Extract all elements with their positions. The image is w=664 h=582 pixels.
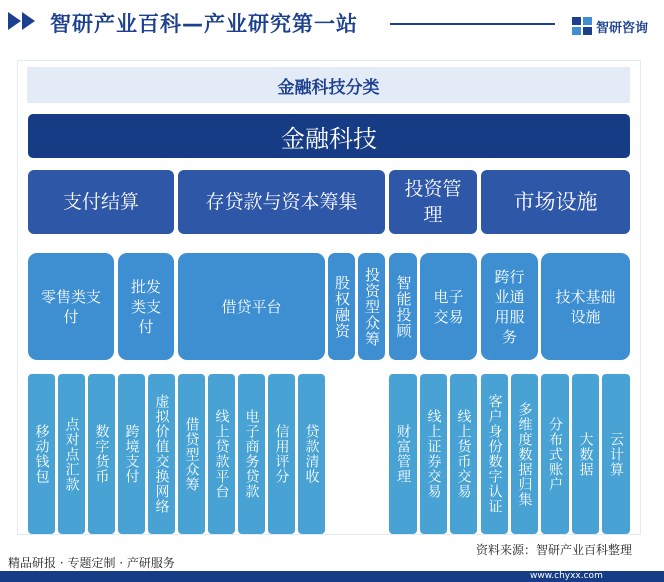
subcategory-investment-crowdfunding: 投资型众筹: [358, 253, 385, 360]
header-title: 智研产业百科—产业研究第一站: [50, 12, 358, 36]
leaf-cross-border-payment: 跨境支付: [118, 374, 145, 534]
subcategory-electronic-trading: 电子交易: [420, 253, 477, 360]
root-node: 金融科技: [28, 114, 630, 158]
diagram-title: 金融科技分类: [27, 67, 630, 103]
subcategory-equity-financing: 股权融资: [328, 253, 355, 360]
category-deposit-lending: 存贷款与资本筹集: [178, 170, 385, 234]
footer-tagline: 精品研报 · 专题定制 · 产研服务: [8, 556, 175, 570]
leaf-distributed-ledger: 分布式账户: [541, 374, 569, 534]
category-market-infra: 市场设施: [481, 170, 630, 234]
leaf-mobile-wallet: 移动钱包: [28, 374, 55, 534]
subcategory-retail-payment: 零售类支付: [28, 253, 114, 360]
leaf-p2p-remittance: 点对点汇款: [58, 374, 85, 534]
category-payment: 支付结算: [28, 170, 174, 234]
leaf-lending-crowdfunding: 借贷型众筹: [178, 374, 205, 534]
header-arrow-icon: [22, 12, 35, 30]
leaf-wealth-management: 财富管理: [389, 374, 417, 534]
leaf-virtual-value-exchange: 虚拟价值交换网络: [148, 374, 175, 534]
header-divider: [390, 23, 555, 25]
leaf-digital-identity-verification: 客户身份数字认证: [481, 374, 508, 534]
leaf-credit-scoring: 信用评分: [268, 374, 295, 534]
leaf-online-currency-trading: 线上货币交易: [450, 374, 477, 534]
subcategory-tech-infrastructure: 技术基础设施: [541, 253, 630, 360]
leaf-online-loan-platform: 线上贷款平台: [208, 374, 235, 534]
leaf-big-data: 大数据: [572, 374, 599, 534]
header-arrow-icon: [8, 12, 21, 30]
brand-logo-icon: [572, 17, 592, 35]
subcategory-robo-advisor: 智能投顾: [389, 253, 417, 360]
subcategory-cross-industry-services: 跨行业通用服务: [481, 253, 538, 360]
source-note: 资料来源：智研产业百科整理: [476, 543, 633, 557]
leaf-cloud-computing: 云计算: [602, 374, 630, 534]
footer-url: www.chyxx.com: [530, 571, 603, 581]
subcategory-lending-platform: 借贷平台: [178, 253, 325, 360]
leaf-multidimensional-data-aggregation: 多维度数据归集: [511, 374, 538, 534]
leaf-ecommerce-loan: 电子商务贷款: [238, 374, 265, 534]
leaf-digital-currency: 数字货币: [88, 374, 115, 534]
subcategory-wholesale-payment: 批发类支付: [118, 253, 174, 360]
brand-name: 智研咨询: [596, 21, 649, 36]
leaf-online-securities-trading: 线上证券交易: [420, 374, 447, 534]
leaf-loan-collection: 贷款清收: [298, 374, 325, 534]
category-investment: 投资管理: [389, 170, 477, 234]
